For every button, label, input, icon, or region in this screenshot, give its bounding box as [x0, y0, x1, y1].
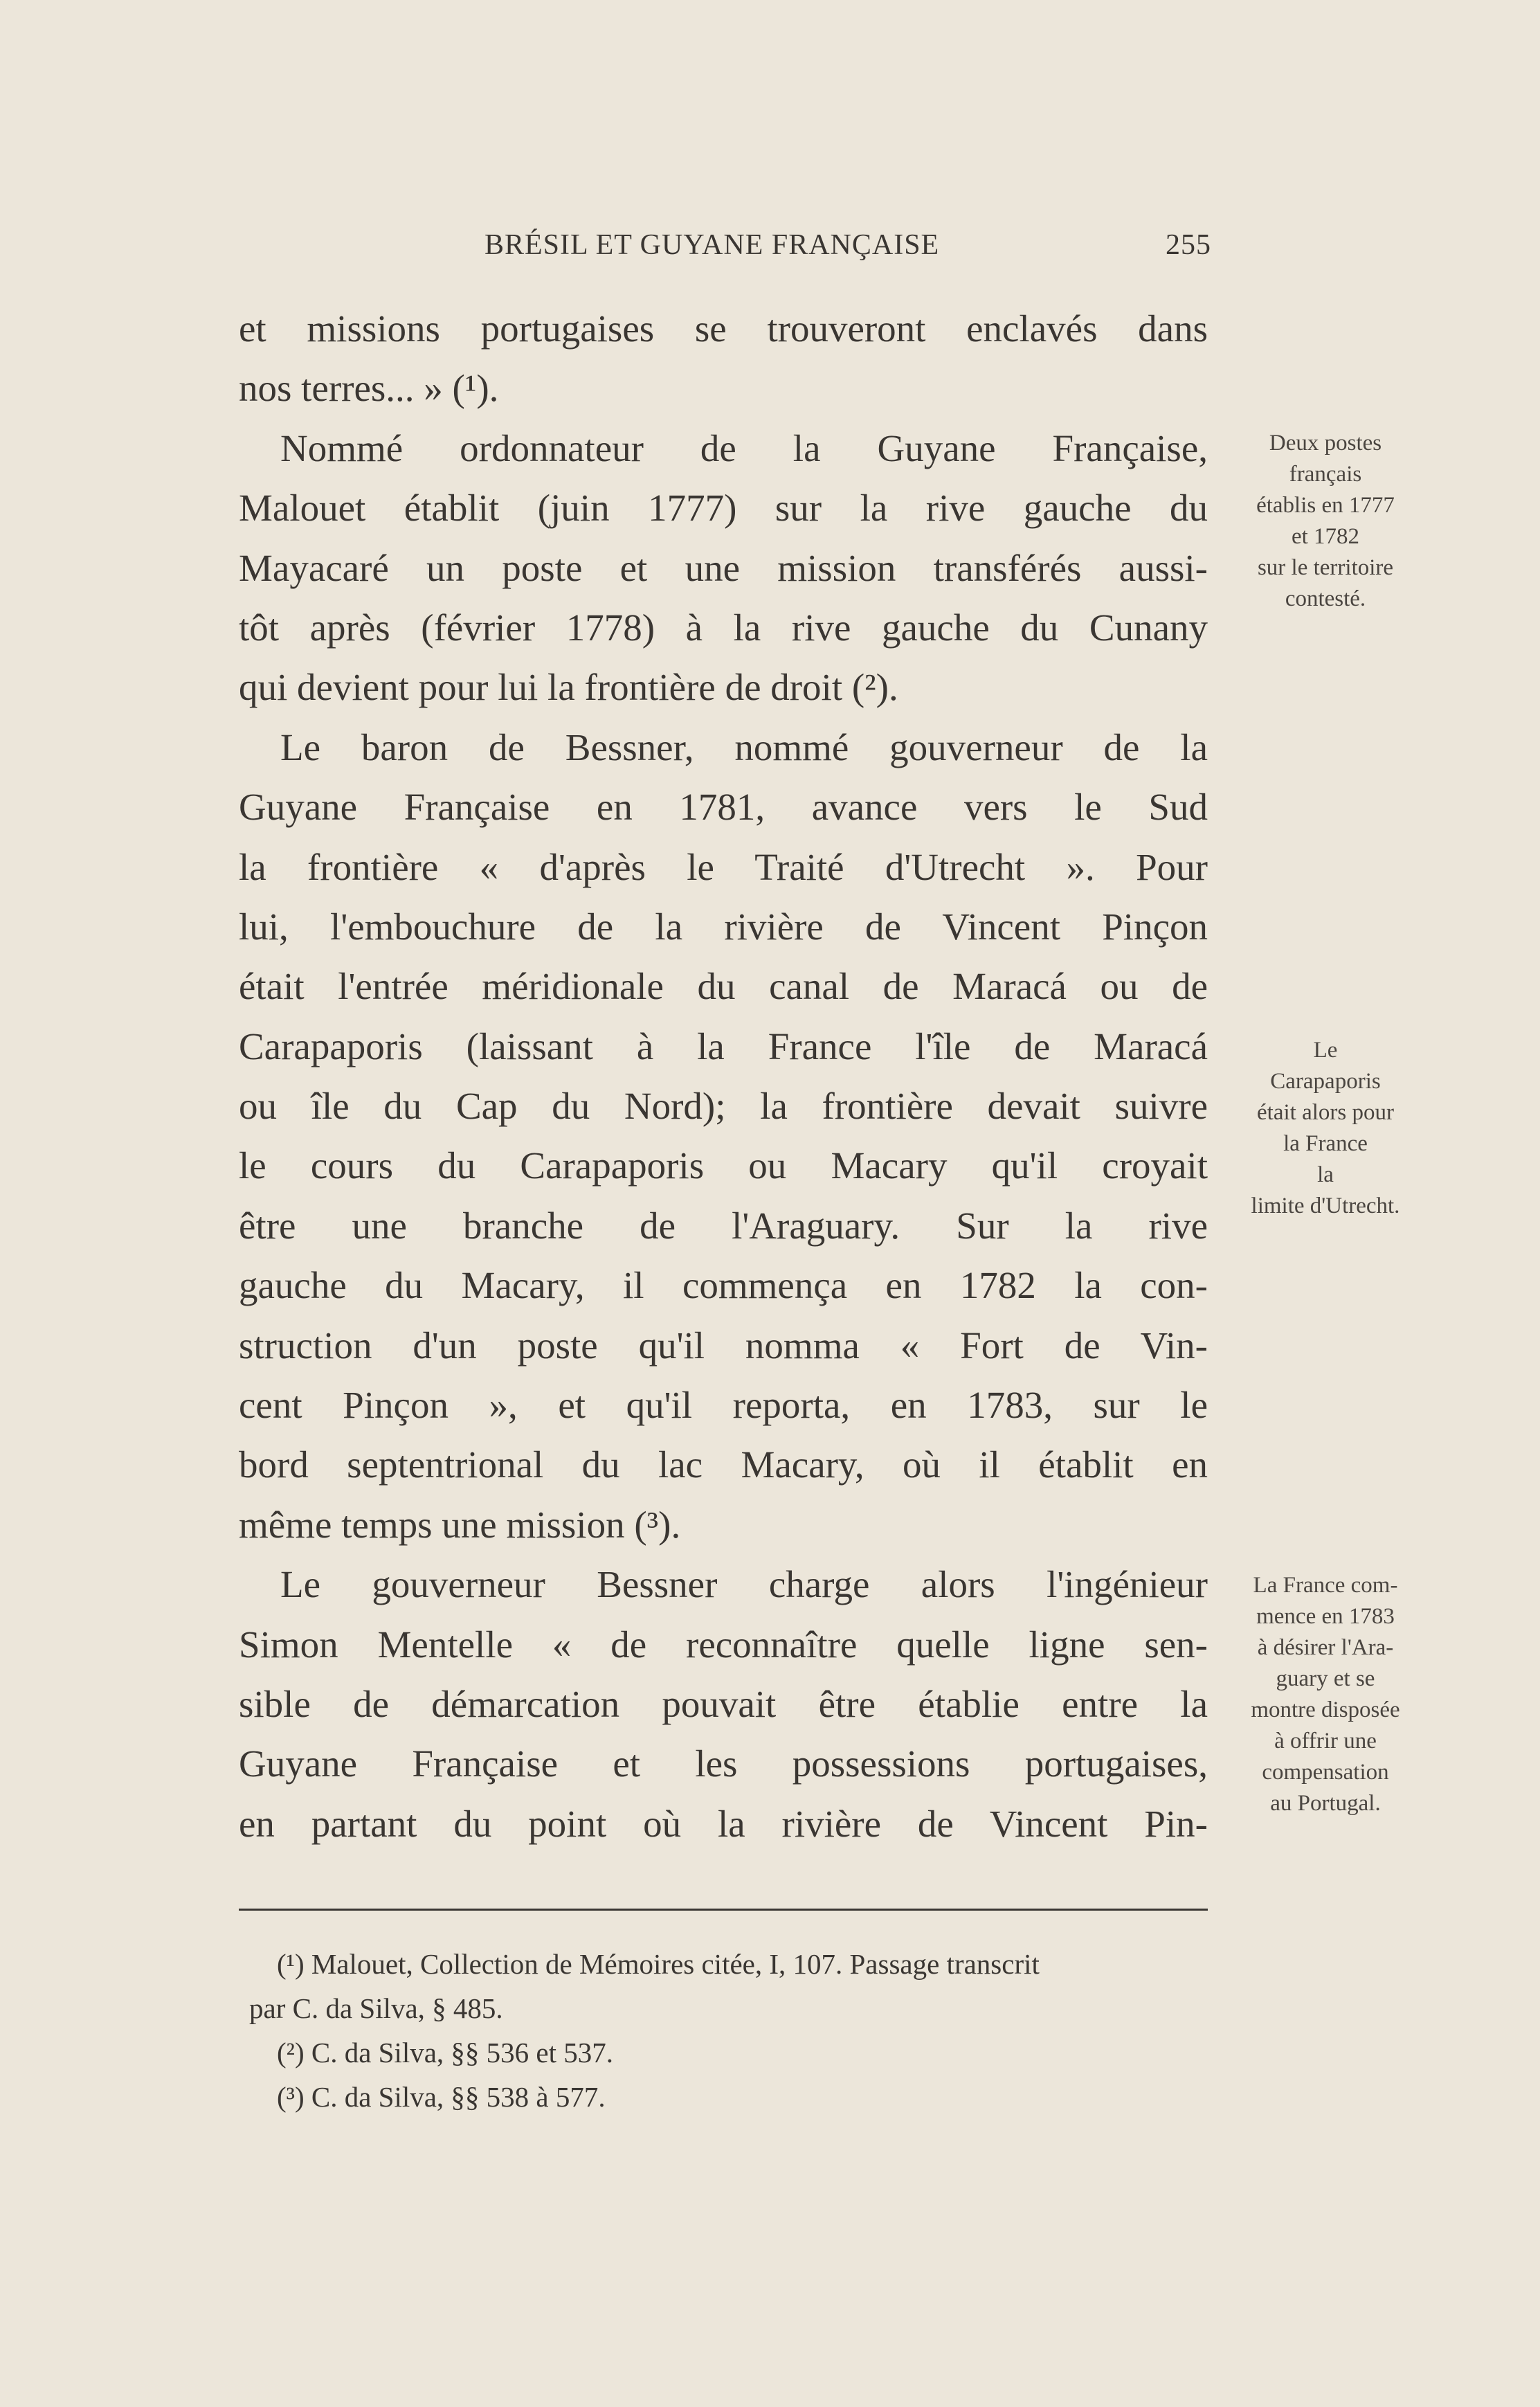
margin-note-line: limite d'Utrecht. — [1251, 1193, 1400, 1218]
text-line: gauche du Macary, il commença en 1782 la con- — [239, 1264, 1208, 1307]
margin-note-postes — [1229, 428, 1422, 615]
text-line: le cours du Carapaporis ou Macary qu'il croyait — [239, 1144, 1208, 1187]
text-line: la frontière « d'après le Traité d'Utrecht ». Pour — [239, 845, 1208, 888]
page-number: 255 — [1166, 229, 1211, 261]
margin-note-line: était alors pour — [1257, 1100, 1394, 1125]
text-line: ou île du Cap du Nord); la frontière devait suivre — [239, 1085, 1208, 1128]
page-header — [484, 228, 1211, 270]
margin-note-line: au Portugal. — [1270, 1791, 1381, 1816]
margin-note-line: la — [1317, 1162, 1334, 1187]
text-line: même temps une mission (³). — [239, 1503, 681, 1546]
margin-note-line: contesté. — [1285, 586, 1366, 611]
text-line: Guyane Française et les possessions portugaises, — [239, 1742, 1208, 1785]
text-line: Guyane Française en 1781, avance vers le Sud — [239, 786, 1208, 829]
text-line: était l'entrée méridionale du canal de Maracá ou de — [239, 965, 1208, 1008]
footnote: (¹) Malouet, Collection de Mémoires citée, I, 107. Passage transcrit — [277, 1948, 1040, 1980]
text-line: cent Pinçon », et qu'il reporta, en 1783, sur le — [239, 1384, 1208, 1427]
body-text — [239, 299, 1208, 1854]
margin-note-line: compensation — [1262, 1760, 1389, 1785]
text-line: être une branche de l'Araguary. Sur la rive — [239, 1204, 1208, 1247]
text-line: lui, l'embouchure de la rivière de Vincent Pinçon — [239, 905, 1208, 948]
margin-note-line: montre disposée — [1251, 1697, 1400, 1722]
margin-note-line: Le — [1313, 1038, 1338, 1063]
margin-note-araguary — [1229, 1570, 1422, 1819]
footnote: (³) C. da Silva, §§ 538 à 577. — [277, 2081, 606, 2113]
footnotes — [249, 1942, 1211, 2119]
text-line: Malouet établit (juin 1777) sur la rive gauche du — [239, 487, 1208, 530]
text-line: Le baron de Bessner, nommé gouverneur de la — [280, 725, 1208, 768]
text-line: Carapaporis (laissant à la France l'île de Maracá — [239, 1025, 1208, 1067]
margin-note-line: et 1782 — [1291, 524, 1360, 549]
margin-note-line: mence en 1783 — [1256, 1604, 1395, 1629]
margin-note-line: français — [1289, 462, 1362, 487]
margin-note-line: à désirer l'Ara- — [1257, 1635, 1394, 1660]
margin-note-line: établis en 1777 — [1256, 493, 1395, 518]
text-line: bord septentrional du lac Macary, où il établit en — [239, 1443, 1208, 1486]
margin-note-line: Carapaporis — [1270, 1069, 1381, 1094]
margin-note-line: guary et se — [1276, 1666, 1375, 1691]
text-line: Nommé ordonnateur de la Guyane Française, — [280, 426, 1208, 469]
text-line: qui devient pour lui la frontière de droit (²). — [239, 666, 898, 709]
margin-note-carapaporis — [1229, 1035, 1422, 1222]
text-line: Simon Mentelle « de reconnaître quelle ligne sen- — [239, 1623, 1208, 1666]
margin-note-line: Deux postes — [1269, 431, 1382, 456]
footnote: par C. da Silva, § 485. — [249, 1992, 503, 2024]
margin-note-line: La France com- — [1253, 1573, 1398, 1598]
text-line: et missions portugaises se trouveront enclavés dans — [239, 307, 1208, 350]
text-line: Le gouverneur Bessner charge alors l'ingénieur — [280, 1563, 1208, 1606]
footnote: (²) C. da Silva, §§ 536 et 537. — [277, 2037, 614, 2068]
margin-note-line: sur le territoire — [1257, 555, 1394, 580]
footnote-divider — [239, 1909, 1208, 1911]
text-line: struction d'un poste qu'il nomma « Fort de Vin- — [239, 1324, 1208, 1367]
text-line: Mayacaré un poste et une mission transférés aussi- — [239, 546, 1208, 589]
running-title: BRÉSIL ET GUYANE FRANÇAISE — [484, 229, 940, 261]
text-line: en partant du point où la rivière de Vincent Pin- — [239, 1802, 1208, 1845]
text-line: nos terres... » (¹). — [239, 367, 499, 410]
text-line: tôt après (février 1778) à la rive gauche du Cunany — [239, 606, 1208, 649]
text-line: sible de démarcation pouvait être établie entre la — [239, 1682, 1208, 1725]
margin-note-line: la France — [1283, 1131, 1368, 1156]
margin-note-line: à offrir une — [1274, 1729, 1377, 1754]
